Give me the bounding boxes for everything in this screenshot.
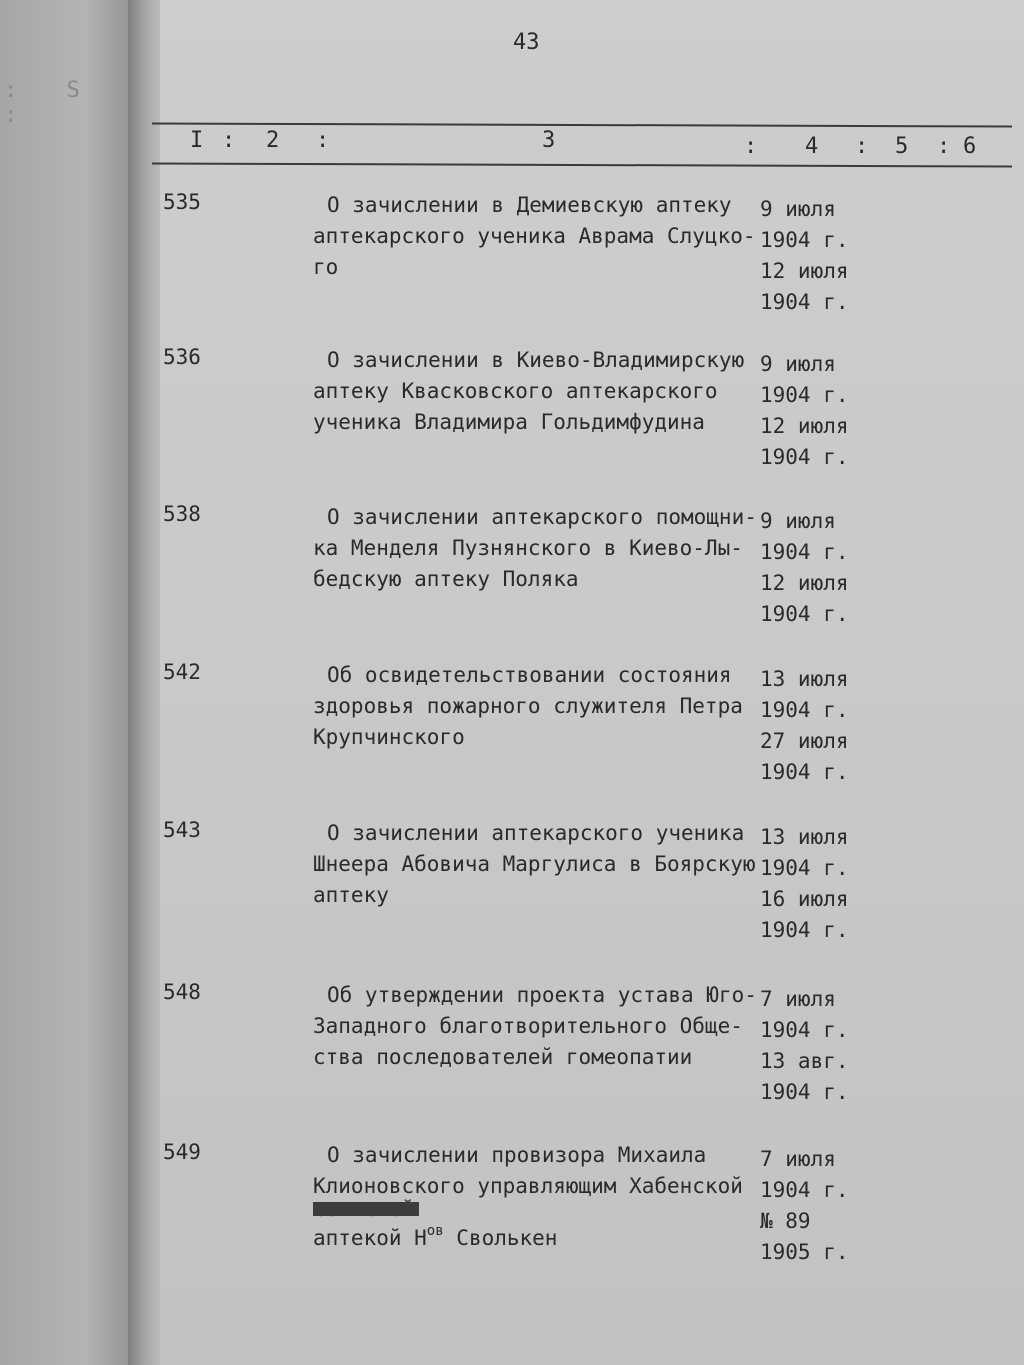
entry-dates <box>760 1144 849 1268</box>
date-end-year: 1904 г. <box>760 602 849 626</box>
entry-number: 535 <box>163 190 201 214</box>
date-start: 7 июля <box>760 1147 836 1171</box>
document-number: № 89 <box>760 1209 811 1233</box>
date-end: 12 июля <box>760 571 849 595</box>
table-row <box>0 190 1024 340</box>
date-end-year: 1904 г. <box>760 1080 849 1104</box>
header-sep: : <box>937 134 951 159</box>
title-line: Клионовского управляющим Хабенской <box>313 1174 743 1198</box>
entry-title <box>313 190 773 283</box>
date-end-year: 1904 г. <box>760 290 849 314</box>
date-end: 13 авг. <box>760 1049 849 1073</box>
entry-title <box>313 345 773 438</box>
title-line: ства последователей гомеопатии <box>313 1045 693 1069</box>
title-line <box>313 1197 773 1254</box>
title-text: аптекой Н <box>313 1226 427 1250</box>
entry-number: 549 <box>163 1140 201 1164</box>
date-start-year: 1904 г. <box>760 1018 849 1042</box>
bleed-through-marks: : S : <box>4 78 98 128</box>
page-number: 43 <box>513 30 540 55</box>
table-row <box>0 345 1024 495</box>
title-line: здоровья пожарного служителя Петра <box>313 694 743 718</box>
title-line: аптеку Квасковского аптекарского <box>313 379 718 403</box>
date-start-year: 1904 г. <box>760 698 849 722</box>
date-start-year: 1904 г. <box>760 1178 849 1202</box>
entry-title <box>313 818 773 911</box>
title-line: Об утверждении проекта устава Юго- <box>327 983 757 1007</box>
entry-dates <box>760 506 849 630</box>
entry-number: 542 <box>163 660 201 684</box>
table-row <box>0 980 1024 1130</box>
title-line: О зачислении в Киево-Владимирскую <box>327 348 745 372</box>
date-end: 27 июля <box>760 729 849 753</box>
superscript: ов <box>426 1223 444 1239</box>
date-start: 13 июля <box>760 825 849 849</box>
header-sep: : <box>744 134 758 159</box>
date-end: 16 июля <box>760 887 849 911</box>
title-line: Крупчинского <box>313 725 465 749</box>
title-line: го <box>313 255 339 279</box>
header-col-2: 2 <box>266 128 280 153</box>
date-start: 9 июля <box>760 197 836 221</box>
table-row <box>0 502 1024 652</box>
entry-title <box>313 1140 773 1254</box>
entry-number: 548 <box>163 980 201 1004</box>
header-col-3: 3 <box>542 128 556 153</box>
table-row <box>0 1140 1024 1290</box>
header-sep: : <box>316 128 330 153</box>
header-col-1: I <box>190 128 204 153</box>
entry-title <box>313 980 773 1073</box>
entry-number: 543 <box>163 818 201 842</box>
date-start: 9 июля <box>760 352 836 376</box>
title-line: ученика Владимира Гольдимфудина <box>313 410 705 434</box>
title-line: Шнеера Абовича Маргулиса в Боярскую <box>313 852 756 876</box>
date-end-year: 1904 г. <box>760 918 849 942</box>
date-end-year: 1905 г. <box>760 1240 849 1264</box>
title-line: ка Менделя Пузнянского в Киево-Лы- <box>313 536 743 560</box>
date-end-year: 1904 г. <box>760 760 849 784</box>
entry-dates <box>760 194 849 318</box>
title-line: аптеку <box>313 883 389 907</box>
title-line: Западного благотворительного Обще- <box>313 1014 743 1038</box>
entry-dates <box>760 664 849 788</box>
date-start-year: 1904 г. <box>760 856 849 880</box>
entry-number: 536 <box>163 345 201 369</box>
struck-out-word: сельской <box>313 1202 419 1216</box>
date-end: 12 июля <box>760 414 849 438</box>
header-col-4: 4 <box>805 134 819 159</box>
header-sep: : <box>222 128 236 153</box>
date-end: 12 июля <box>760 259 849 283</box>
title-line: О зачислении провизора Михаила <box>327 1143 707 1167</box>
header-col-6: 6 <box>963 134 977 159</box>
title-line: бедскую аптеку Поляка <box>313 567 579 591</box>
date-start-year: 1904 г. <box>760 228 849 252</box>
entry-number: 538 <box>163 502 201 526</box>
date-start: 13 июля <box>760 667 849 691</box>
table-row <box>0 660 1024 810</box>
entry-title <box>313 660 773 753</box>
title-line: аптекарского ученика Аврама Слуцко- <box>313 224 756 248</box>
title-line: О зачислении в Демиевскую аптеку <box>327 193 732 217</box>
entry-title <box>313 502 773 595</box>
header-col-5: 5 <box>895 134 909 159</box>
title-text: Сволькен <box>443 1226 558 1250</box>
date-start-year: 1904 г. <box>760 540 849 564</box>
date-start: 9 июля <box>760 509 836 533</box>
entry-dates <box>760 984 849 1108</box>
date-end-year: 1904 г. <box>760 445 849 469</box>
entry-dates <box>760 349 849 473</box>
title-line: Об освидетельствовании состояния <box>327 663 732 687</box>
date-start: 7 июля <box>760 987 836 1011</box>
entry-dates <box>760 822 849 946</box>
title-line: О зачислении аптекарского ученика <box>327 821 745 845</box>
table-row <box>0 818 1024 968</box>
header-sep: : <box>855 134 869 159</box>
title-line: О зачислении аптекарского помощни- <box>327 505 757 529</box>
date-start-year: 1904 г. <box>760 383 849 407</box>
